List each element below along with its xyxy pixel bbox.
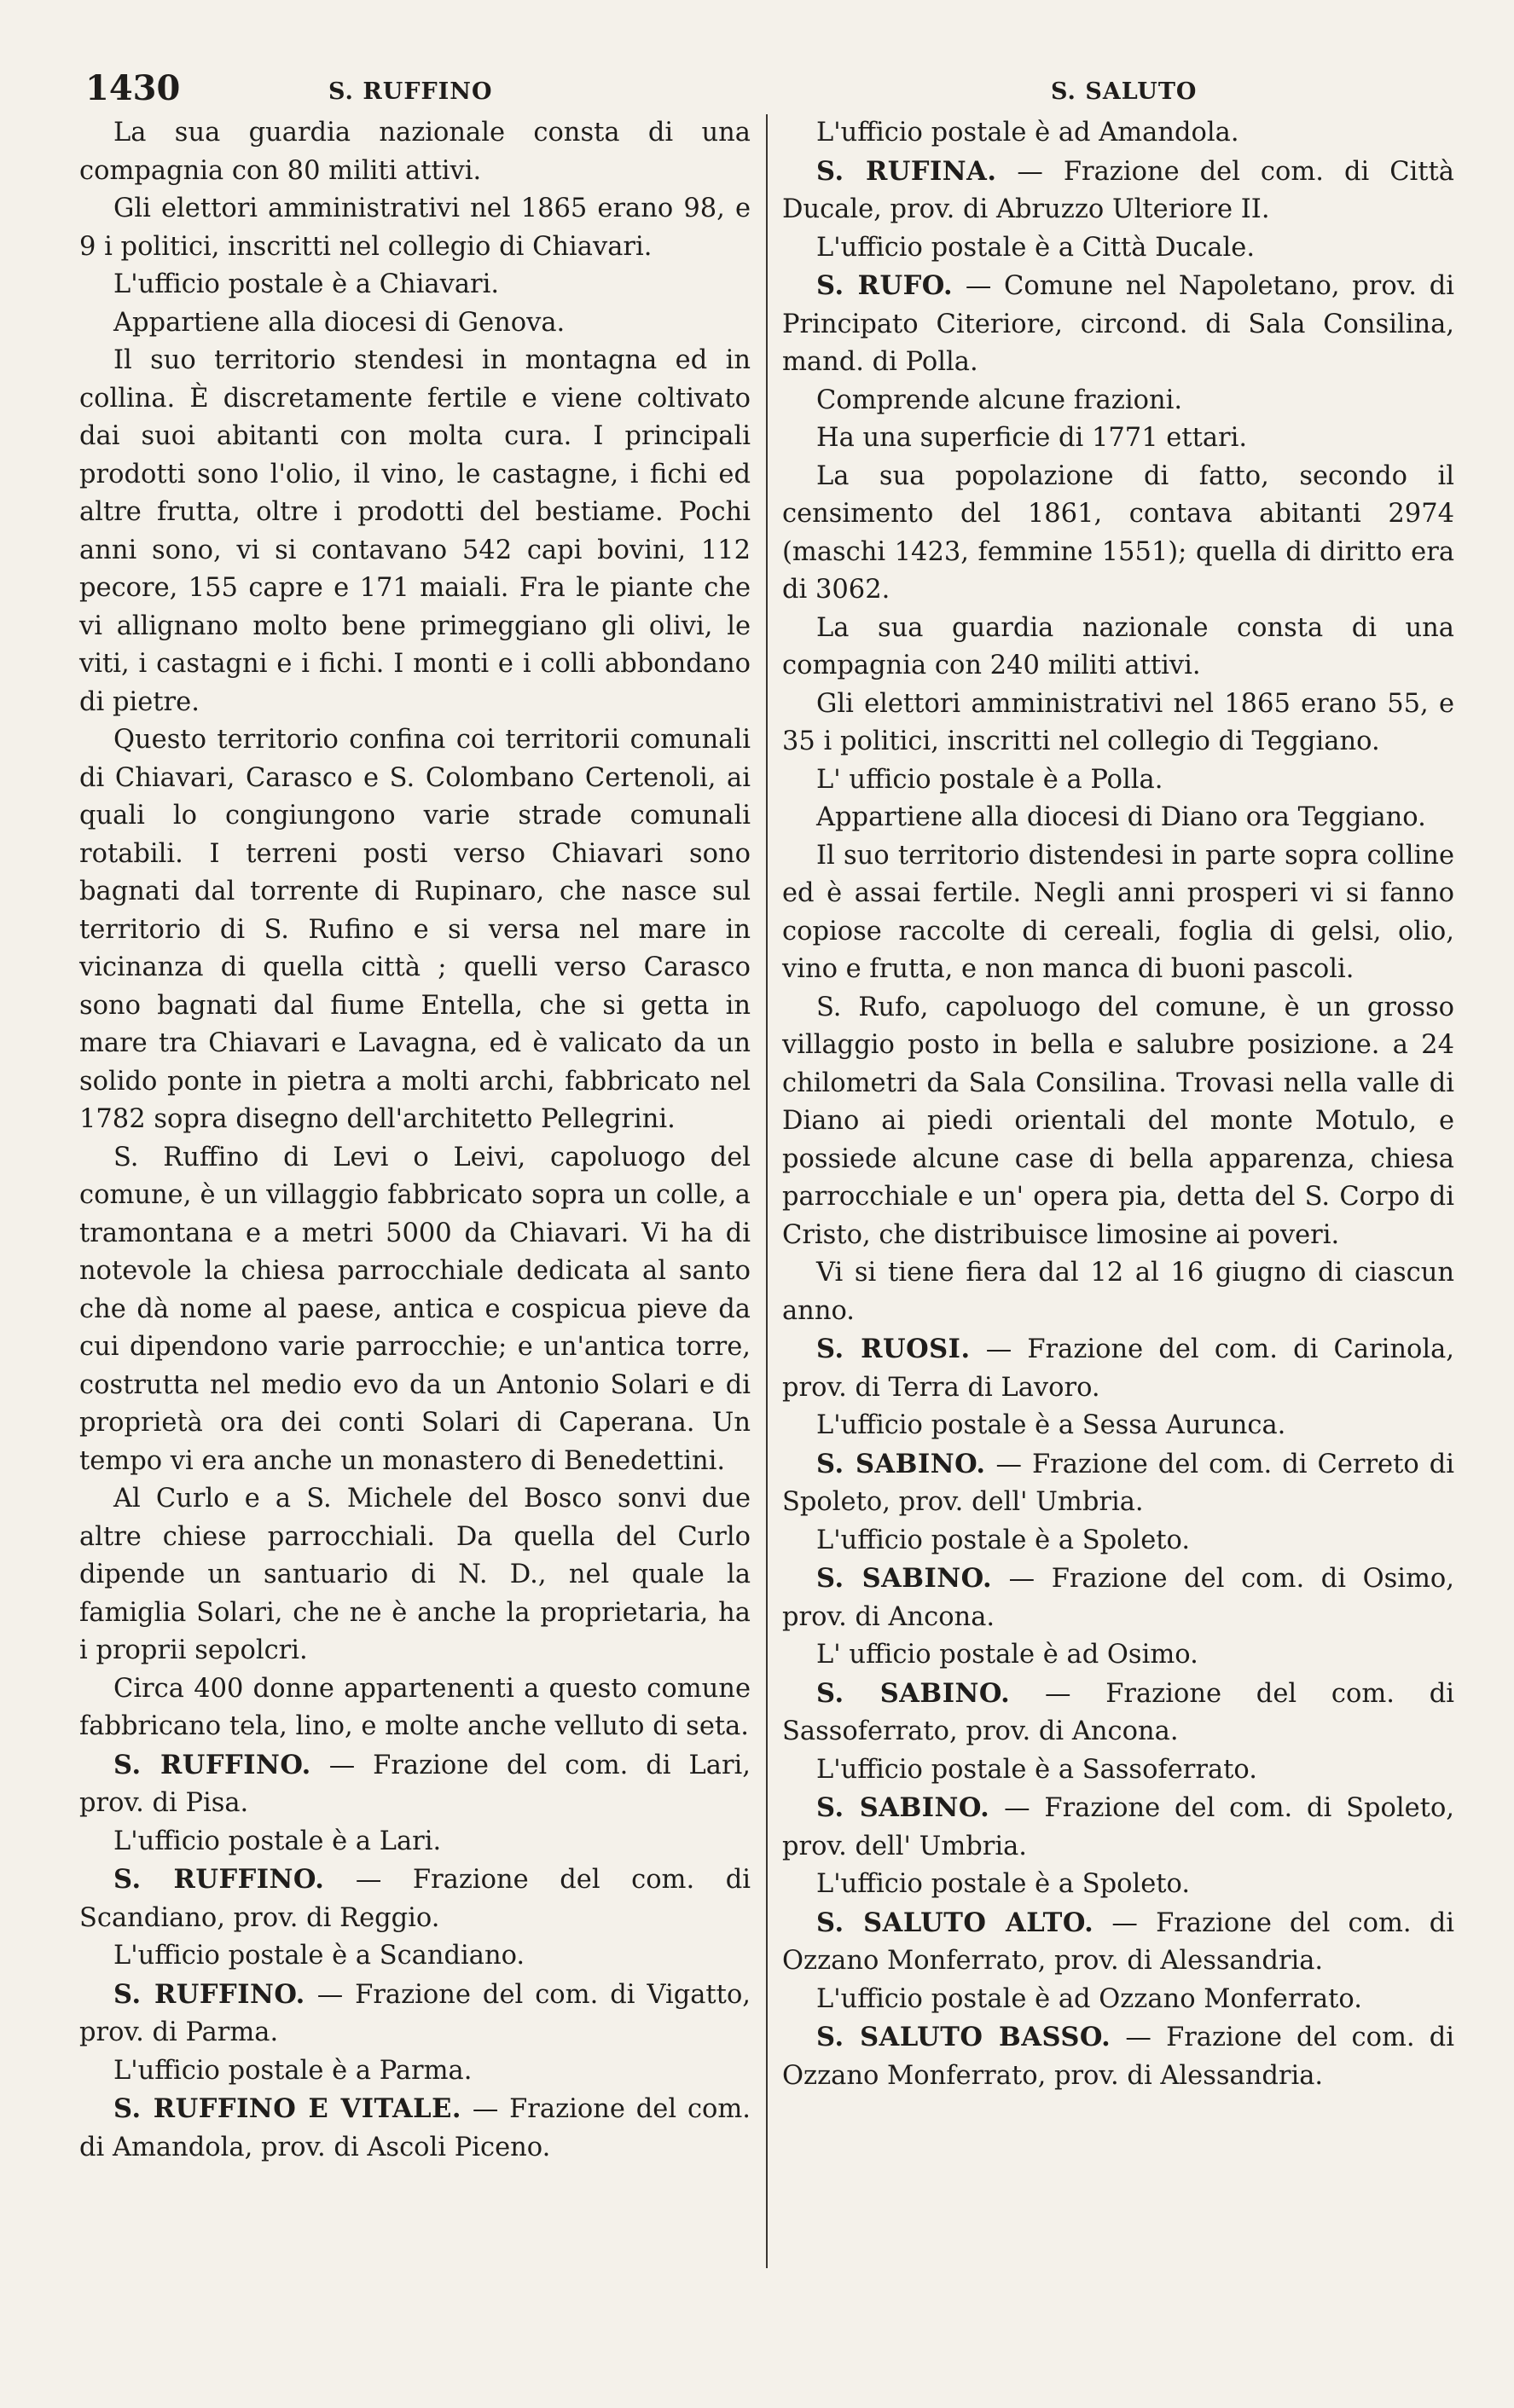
running-head-right: S. SALUTO <box>1051 78 1198 105</box>
paragraph <box>782 686 1454 761</box>
paragraph <box>782 1904 1454 1981</box>
paragraph-text: — Comune nel Napoletano, prov. di Principato Citeriore, circond. di Sala Consilina, mand. di Polla. <box>782 271 1454 377</box>
paragraph <box>79 114 751 190</box>
paragraph <box>782 1789 1454 1866</box>
paragraph-text: Questo territorio confina coi territorii comunali di Chiavari, Carasco e S. Colombano Certenoli, ai quali lo congiungono varie strade comunali rotabili. I terreni posti verso Chiavari sono bagnati dal torrente di Rupinaro, che nasce sul territorio di S. Rufino e si versa nel mare in vicinanza di quella città ; quelli verso Carasco sono bagnati dal fiume Entella, che si getta in mare tra Chiavari e Lavagna, ed è valicato da un solido ponte in pietra a molti archi, fabbricato nel 1782 sopra disegno dell'architetto Pellegrini. <box>79 725 751 1134</box>
paragraph-text: — Frazione del com. di Sassoferrato, prov. di Ancona. <box>782 1678 1454 1746</box>
entry-heading: S. SABINO. <box>816 1563 993 1594</box>
paragraph-text: — Frazione del com. di Ozzano Monferrato, prov. di Alessandria. <box>782 1907 1455 1976</box>
entry-heading: S. SALUTO BASSO. <box>816 2022 1111 2052</box>
paragraph-text: L'ufficio postale è a Sessa Aurunca. <box>816 1410 1286 1440</box>
entry-heading: S. RUFFINO. <box>113 1749 311 1780</box>
paragraph <box>79 721 751 1139</box>
paragraph <box>782 610 1454 686</box>
paragraph-text: Appartiene alla diocesi di Genova. <box>113 307 566 338</box>
paragraph-text: L' ufficio postale è ad Osimo. <box>816 1640 1198 1670</box>
paragraph-text: L'ufficio postale è a Chiavari. <box>113 269 500 299</box>
paragraph <box>79 266 751 304</box>
paragraph-text: L'ufficio postale è ad Amandola. <box>816 118 1239 148</box>
paragraph-text: L'ufficio postale è ad Ozzano Monferrato. <box>816 1983 1362 2014</box>
paragraph <box>782 1254 1454 1330</box>
paragraph-text: Gli elettori amministrativi nel 1865 erano 55, e 35 i politici, inscritti nel collegio di Teggiano. <box>782 688 1454 756</box>
paragraph-text: — Frazione del com. di Scandiano, prov. di Reggio. <box>79 1865 751 1933</box>
paragraph <box>782 114 1454 153</box>
paragraph-text: — Frazione del com. di Lari, prov. di Pisa. <box>79 1750 751 1818</box>
paragraph <box>79 1670 751 1746</box>
paragraph-text: S. Rufo, capoluogo del comune, è un grosso villaggio posto in bella e salubre posizione. a 24 chilometri da Sala Consilina. Trovasi nella valle di Diano ai piedi orientali del monte Motulo, e possiede alcune case di bella apparenza, chiesa parrocchiale e un' opera pia, detta del S. Corpo di Cristo, che distribuisce limosine ai poveri. <box>782 992 1454 1250</box>
paragraph-text: Ha una superficie di 1771 ettari. <box>816 423 1248 453</box>
paragraph-text: Al Curlo e a S. Michele del Bosco sonvi due altre chiese parrocchiali. Da quella del Curlo dipende un santuario di N. D., nel quale la famiglia Solari, che ne è anche la proprietaria, ha i proprii sepolcri. <box>79 1484 751 1665</box>
paragraph <box>782 1636 1454 1675</box>
paragraph-text: L'ufficio postale è a Spoleto. <box>816 1525 1191 1555</box>
paragraph <box>79 304 751 343</box>
paragraph-text: — Frazione del com. di Città Ducale, prov. di Abruzzo Ulteriore II. <box>782 156 1454 224</box>
paragraph <box>782 420 1454 458</box>
entry-heading: S. RUOSI. <box>816 1334 971 1364</box>
paragraph <box>782 1866 1454 1904</box>
paragraph-text: L'ufficio postale è a Spoleto. <box>816 1869 1191 1899</box>
paragraph <box>79 342 751 721</box>
paragraph <box>782 458 1454 610</box>
paragraph <box>79 2090 751 2167</box>
paragraph <box>782 1981 1454 2019</box>
paragraph <box>79 1861 751 1937</box>
paragraph <box>782 1560 1454 1636</box>
paragraph <box>782 1407 1454 1445</box>
paragraph <box>79 2052 751 2091</box>
paragraph <box>782 229 1454 268</box>
left-column <box>79 114 751 2167</box>
paragraph-text: La sua guardia nazionale consta di una compagnia con 80 militi attivi. <box>79 118 751 186</box>
paragraph-text: Il suo territorio distendesi in parte sopra colline ed è assai fertile. Negli anni prosperi vi si fanno copiose raccolte di cereali, foglia di gelsi, olio, vino e frutta, e non manca di buoni pascoli. <box>782 840 1454 984</box>
paragraph <box>79 1937 751 1976</box>
paragraph <box>782 1675 1454 1751</box>
paragraph-text: Comprende alcune frazioni. <box>816 385 1183 415</box>
paragraph <box>782 2018 1454 2095</box>
right-column <box>782 114 1454 2095</box>
paragraph-text: Appartiene alla diocesi di Diano ora Teggiano. <box>816 802 1426 832</box>
entry-heading: S. SABINO. <box>816 1792 990 1823</box>
paragraph <box>782 799 1454 837</box>
paragraph-text: L'ufficio postale è a Parma. <box>113 2055 473 2086</box>
paragraph <box>782 1445 1454 1522</box>
paragraph <box>782 382 1454 420</box>
paragraph-text: — Frazione del com. di Carinola, prov. di Terra di Lavoro. <box>782 1334 1455 1403</box>
paragraph <box>79 1480 751 1670</box>
column-divider <box>766 114 768 2268</box>
entry-heading: S. SABINO. <box>816 1677 1011 1709</box>
paragraph <box>79 1746 751 1823</box>
entry-heading: S. SABINO. <box>816 1448 986 1479</box>
paragraph-text: La sua popolazione di fatto, secondo il censimento del 1861, contava abitanti 2974 (maschi 1423, femmine 1551); quella di diritto era di 3062. <box>782 460 1454 605</box>
paragraph <box>782 1330 1454 1407</box>
paragraph-text: Gli elettori amministrativi nel 1865 erano 98, e 9 i politici, inscritti nel collegio di Chiavari. <box>79 194 751 262</box>
paragraph-text: Vi si tiene fiera dal 12 al 16 giugno di ciascun anno. <box>782 1258 1454 1326</box>
paragraph <box>782 1522 1454 1560</box>
entry-heading: S. SALUTO ALTO. <box>816 1907 1094 1938</box>
paragraph-text: L'ufficio postale è a Scandiano. <box>113 1941 525 1971</box>
paragraph-text: — Frazione del com. di Ozzano Monferrato, prov. di Alessandria. <box>782 2023 1454 2091</box>
paragraph <box>782 761 1454 800</box>
paragraph-text: — Frazione del com. di Cerreto di Spoleto, prov. dell' Umbria. <box>782 1449 1454 1517</box>
page-header <box>0 68 1514 111</box>
paragraph <box>79 1139 751 1481</box>
paragraph <box>782 153 1454 229</box>
paragraph-text: — Frazione del com. di Vigatto, prov. di Parma. <box>79 1979 751 2047</box>
paragraph <box>782 989 1454 1255</box>
paragraph <box>782 837 1454 989</box>
paragraph-text: — Frazione del com. di Osimo, prov. di Ancona. <box>782 1564 1454 1632</box>
paragraph-text: La sua guardia nazionale consta di una compagnia con 240 militi attivi. <box>782 612 1454 680</box>
page-number: 1430 <box>85 68 181 108</box>
paragraph-text: — Frazione del com. di Spoleto, prov. dell' Umbria. <box>782 1793 1454 1861</box>
running-head-left: S. RUFFINO <box>328 78 493 105</box>
paragraph-text: Circa 400 donne appartenenti a questo comune fabbricano tela, lino, e molte anche velluto di seta. <box>79 1673 751 1741</box>
entry-heading: S. RUFO. <box>816 270 954 301</box>
paragraph-text: Il suo territorio stendesi in montagna ed in collina. È discretamente fertile e viene coltivato dai suoi abitanti con molta cura. I principali prodotti sono l'olio, il vino, le castagne, i fichi ed altre frutta, oltre i prodotti del bestiame. Pochi anni sono, vi si contavano 542 capi bovini, 112 pecore, 155 capre e 171 maiali. Fra le piante che vi allignano molto bene primeggiano gli olivi, le viti, i castagni e i fichi. I monti e i colli abbondano di pietre. <box>79 345 751 717</box>
paragraph <box>79 190 751 266</box>
paragraph-text: — Frazione del com. di Amandola, prov. di Ascoli Piceno. <box>79 2094 751 2162</box>
paragraph-text: L'ufficio postale è a Città Ducale. <box>816 232 1256 263</box>
paragraph <box>782 1751 1454 1790</box>
paragraph <box>79 1976 751 2052</box>
paragraph-text: L'ufficio postale è a Lari. <box>113 1826 442 1856</box>
entry-heading: S. RUFINA. <box>816 155 997 187</box>
paragraph-text: L'ufficio postale è a Sassoferrato. <box>816 1754 1257 1785</box>
entry-heading: S. RUFFINO. <box>113 1864 325 1895</box>
entry-heading: S. RUFFINO E VITALE. <box>113 2093 461 2124</box>
paragraph-text: S. Ruffino di Levi o Leivi, capoluogo del comune, è un villaggio fabbricato sopra un colle, a tramontana e a metri 5000 da Chiavari. Vi ha di notevole la chiesa parrocchiale dedicata al santo che dà nome al paese, antica e cospicua pieve da cui dipendono varie parrocchie; e un'antica torre, costrutta nel medio evo da un Antonio Solari e di proprietà ora dei conti Solari di Caperana. Un tempo vi era anche un monastero di Benedettini. <box>79 1142 751 1476</box>
entry-heading: S. RUFFINO. <box>113 1978 305 2010</box>
paragraph <box>782 267 1454 382</box>
paragraph <box>79 1823 751 1861</box>
paragraph-text: L' ufficio postale è a Polla. <box>816 764 1163 795</box>
